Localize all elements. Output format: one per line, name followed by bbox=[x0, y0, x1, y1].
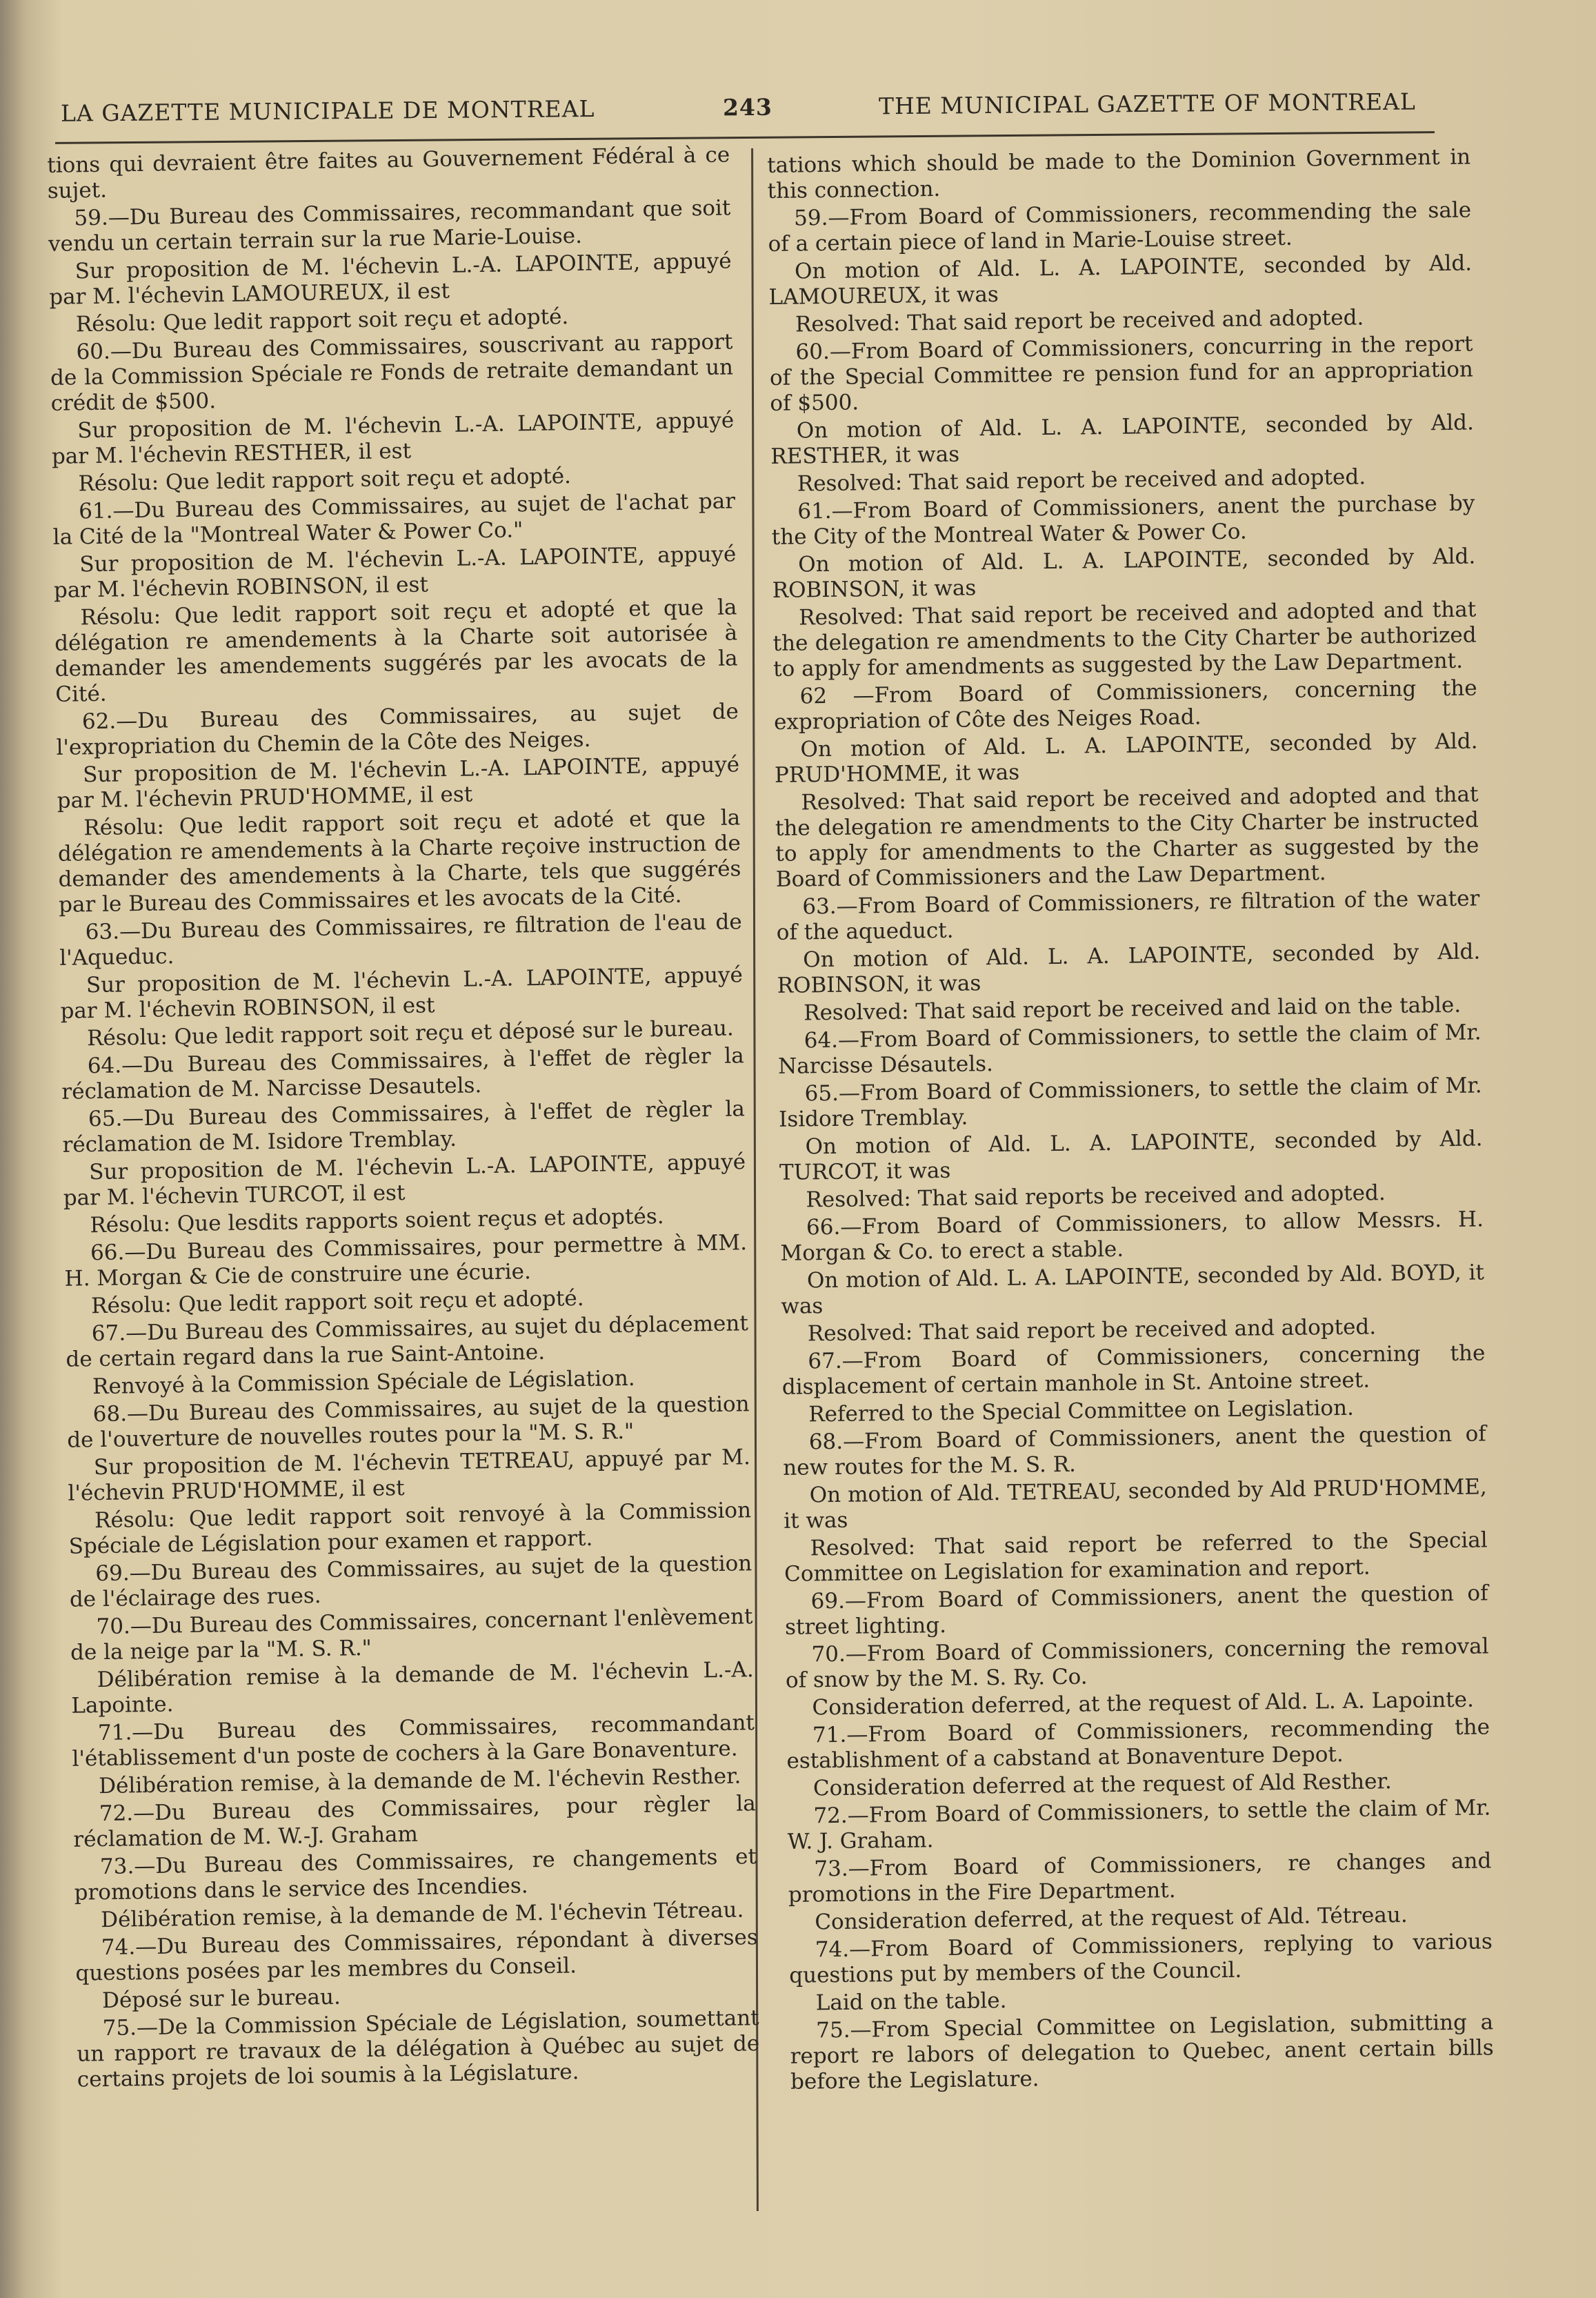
french-paragraph: tions qui devraient être faites au Gouvernement Fédéral à ce sujet. bbox=[47, 142, 730, 204]
english-paragraph: tations which should be made to the Dominion Government in this connection. bbox=[767, 144, 1471, 204]
english-paragraph: 62 —From Board of Commissioners, concerning the expropriation of Côte des Neiges Road. bbox=[773, 675, 1477, 735]
english-paragraph: Referred to the Special Committee on Legislation. bbox=[808, 1395, 1355, 1427]
french-paragraph: Sur proposition de M. l'échevin L.-A. LAPOINTE, appuyé par M. l'échevin RESTHER, il est bbox=[51, 408, 735, 469]
english-paragraph: Resolved: That said reports be received and adopted. bbox=[806, 1180, 1386, 1213]
english-paragraph: Resolved: That said report be received and adopted. bbox=[795, 305, 1364, 337]
french-paragraph: Sur proposition de M. l'échevin L.-A. LAPOINTE, appuyé par M. l'échevin ROBINSON, il est bbox=[53, 542, 737, 603]
english-paragraph: 64.—From Board of Commissioners, to settle the claim of Mr. Narcisse Désautels. bbox=[777, 1020, 1482, 1079]
french-paragraph: Résolu: Que ledit rapport soit renvoyé à la Commission Spéciale de Législation pour examen et rapport. bbox=[68, 1498, 752, 1559]
french-paragraph: Résolu: Que ledit rapport soit reçu et adoté et que la délégation re amendements à la Charte reçoive instruction de demander des amendements à la Charte, tels que suggérés par le Bureau des Commissaires et les avocats de la Cité. bbox=[57, 805, 741, 918]
french-paragraph: Résolu: Que ledit rapport soit reçu et adopté. bbox=[75, 304, 569, 337]
french-paragraph: Déposé sur le bureau. bbox=[101, 1984, 341, 2014]
french-paragraph: 72.—Du Bureau des Commissaires, pour règler la réclamation de M. W.-J. Graham bbox=[73, 1791, 756, 1852]
english-paragraph: On motion of Ald. TETREAU, seconded by Ald PRUD'HOMME, it was bbox=[784, 1474, 1487, 1534]
french-paragraph: 74.—Du Bureau des Commissaires, répondant à diverses questions posées par les membres du Conseil. bbox=[75, 1925, 759, 1986]
english-paragraph: 72.—From Board of Commissioners, to settle the claim of Mr. W. J. Graham. bbox=[787, 1795, 1491, 1854]
english-paragraph: Resolved: That said report be received and adopted and that the delegation re amendments to the City Charter be authorized to apply for amendments as suggested by the Law Department. bbox=[772, 597, 1477, 682]
english-paragraph: Resolved: That said report be received and adopted and that the delegation re amendments to the City Charter be instructed to apply for amendments to the Charter as suggested by the Board of Commissioners and the Law Department. bbox=[775, 782, 1479, 892]
french-paragraph: Délibération remise à la demande de M. l'échevin L.-A. Lapointe. bbox=[71, 1657, 754, 1718]
french-paragraph: Résolu: Que ledit rapport soit reçu et adopté. bbox=[78, 464, 572, 497]
english-paragraph: On motion of Ald. L. A. LAPOINTE, seconded by Ald. ROBINSON, it was bbox=[777, 939, 1481, 998]
french-paragraph: Délibération remise, à la demande de M. l'échevin Tétreau. bbox=[100, 1897, 744, 1933]
english-paragraph: On motion of Ald. L. A. LAPOINTE, seconded by Ald. TURCOT, it was bbox=[779, 1126, 1483, 1185]
english-paragraph: Resolved: That said report be referred to the Special Committee on Legislation for examination and report. bbox=[784, 1527, 1488, 1587]
french-paragraph: 67.—Du Bureau des Commissaires, au sujet du déplacement de certain regard dans la rue Saint-Antoine. bbox=[66, 1311, 749, 1372]
french-paragraph: Renvoyé à la Commission Spéciale de Législation. bbox=[92, 1365, 635, 1400]
english-paragraph: 70.—From Board of Commissioners, concerning the removal of snow by the M. S. Ry. Co. bbox=[785, 1634, 1489, 1693]
french-paragraph: 66.—Du Bureau des Commissaires, pour permettre à MM. H. Morgan & Cie de construire une écurie. bbox=[64, 1230, 748, 1291]
english-column bbox=[767, 145, 1494, 2097]
english-paragraph: On motion of Ald. L. A. LAPOINTE, seconded by Ald. BOYD, it was bbox=[781, 1260, 1485, 1319]
english-paragraph: 60.—From Board of Commissioners, concurring in the report of the Special Committee re pension fund for an appropriation of $500. bbox=[769, 331, 1474, 416]
english-paragraph: On motion of Ald. L. A. LAPOINTE, seconded by Ald. LAMOUREUX, it was bbox=[768, 250, 1473, 310]
english-paragraph: Consideration deferred, at the request of Ald. L. A. Lapointe. bbox=[812, 1687, 1475, 1721]
english-paragraph: 63.—From Board of Commissioners, re filtration of the water of the aqueduct. bbox=[776, 886, 1480, 945]
english-paragraph: Resolved: That said report be received and adopted. bbox=[797, 464, 1366, 497]
english-paragraph: On motion of Ald. L. A. LAPOINTE, seconded by Ald. PRUD'HOMME, it was bbox=[774, 729, 1478, 788]
french-paragraph: 65.—Du Bureau des Commissaires, à l'effet de règler la réclamation de M. Isidore Tremblay. bbox=[62, 1096, 746, 1158]
english-paragraph: 74.—From Board of Commissioners, replying to various questions put by members of the Council. bbox=[789, 1929, 1493, 1988]
french-paragraph: 75.—De la Commission Spéciale de Législation, soumettant un rapport re travaux de la délégation à Québec au sujet de certains projets de loi soumis à la Législature. bbox=[77, 2005, 760, 2092]
english-paragraph: 67.—From Board of Commissioners, concerning the displacement of certain manhole in St. Antoine street. bbox=[781, 1340, 1486, 1400]
french-paragraph: Sur proposition de M. l'échevin TETREAU, appuyé par M. l'échevin PRUD'HOMME, il est bbox=[68, 1445, 751, 1506]
french-paragraph: 71.—Du Bureau des Commissaires, recommandant l'établissement d'un poste de cochers à la Gare Bonaventure. bbox=[72, 1710, 755, 1772]
english-paragraph: On motion of Ald. L. A. LAPOINTE, seconded by Ald. ROBINSON, it was bbox=[772, 544, 1476, 603]
french-paragraph: 60.—Du Bureau des Commissaires, souscrivant au rapport de la Commission Spéciale re Fonds de retraite demandant un crédit de $500. bbox=[50, 329, 734, 416]
english-paragraph: 73.—From Board of Commissioners, re changes and promotions in the Fire Department. bbox=[788, 1848, 1492, 1908]
french-paragraph: Résolu: Que ledit rapport soit reçu et adopté et que la délégation re amendements à la Charte soit autorisée à demander les amendements suggérés par les avocats de la Cité. bbox=[54, 595, 738, 707]
french-paragraph: 70.—Du Bureau des Commissaires, concernant l'enlèvement de la neige par la "M. S. R." bbox=[70, 1604, 753, 1665]
english-paragraph: Laid on the table. bbox=[815, 1988, 1007, 2016]
english-paragraph: Consideration deferred, at the request of Ald. Tétreau. bbox=[815, 1902, 1408, 1935]
french-column bbox=[47, 142, 760, 2094]
french-paragraph: Délibération remise, à la demande de M. l'échevin Resther. bbox=[98, 1763, 741, 1799]
header-english-title: THE MUNICIPAL GAZETTE OF MONTREAL bbox=[878, 88, 1416, 120]
french-paragraph: Sur proposition de M. l'échevin L.-A. LAPOINTE, appuyé par M. l'échevin LAMOUREUX, il est bbox=[49, 248, 732, 310]
english-paragraph: 65.—From Board of Commissioners, to settle the claim of Mr. Isidore Tremblay. bbox=[778, 1073, 1482, 1132]
english-paragraph: 61.—From Board of Commissioners, anent the purchase by the City of the Montreal Water & Power Co. bbox=[771, 491, 1475, 550]
french-paragraph: 62.—Du Bureau des Commissaires, au sujet de l'expropriation du Chemin de la Côte des Neiges. bbox=[56, 699, 739, 760]
english-paragraph: 75.—From Special Committee on Legislation, submitting a report re labors of delegation to Quebec, anent certain bills before the Legislature. bbox=[790, 2010, 1494, 2094]
page-number: 243 bbox=[722, 93, 773, 121]
english-paragraph: 69.—From Board of Commissioners, anent the question of street lighting. bbox=[784, 1581, 1488, 1640]
french-paragraph: 64.—Du Bureau des Commissaires, à l'effet de règler la réclamation de M. Narcisse Desautels. bbox=[61, 1043, 744, 1105]
french-paragraph: 73.—Du Bureau des Commissaires, re changements et promotions dans le service des Incendies. bbox=[74, 1844, 757, 1905]
english-paragraph: On motion of Ald. L. A. LAPOINTE, seconded by Ald. RESTHER, it was bbox=[770, 410, 1475, 469]
header-french-title: LA GAZETTE MUNICIPALE DE MONTREAL bbox=[60, 95, 595, 127]
french-paragraph: 61.—Du Bureau des Commissaires, au sujet de l'achat par la Cité de la "Montreal Water & Power Co." bbox=[52, 488, 736, 550]
english-paragraph: Resolved: That said report be received and laid on the table. bbox=[804, 992, 1462, 1026]
english-paragraph: 71.—From Board of Commissioners, recommending the establishment of a cabstand at Bonaventure Depot. bbox=[786, 1714, 1490, 1774]
french-paragraph: 68.—Du Bureau des Commissaires, au sujet de la question de l'ouverture de nouvelles routes pour la "M. S. R." bbox=[67, 1391, 750, 1453]
english-paragraph: Resolved: That said report be received and adopted. bbox=[807, 1314, 1377, 1347]
french-paragraph: Sur proposition de M. l'échevin L.-A. LAPOINTE, appuyé par M. l'échevin TURCOT, il est bbox=[63, 1149, 746, 1211]
french-paragraph: Résolu: Que ledit rapport soit reçu et adopté. bbox=[90, 1285, 584, 1319]
french-paragraph: 63.—Du Bureau des Commissaires, re filtration de l'eau de l'Aqueduc. bbox=[59, 909, 742, 971]
french-paragraph: Sur proposition de M. l'échevin L.-A. LAPOINTE, appuyé par M. l'échevin PRUD'HOMME, il est bbox=[57, 752, 740, 813]
french-paragraph: Résolu: Que lesdits rapports soient reçus et adoptés. bbox=[90, 1204, 664, 1238]
english-paragraph: 66.—From Board of Commissioners, to allow Messrs. H. Morgan & Co. to erect a stable. bbox=[780, 1207, 1484, 1266]
english-paragraph: 59.—From Board of Commissioners, recommending the sale of a certain piece of land in Marie-Louise street. bbox=[768, 197, 1472, 257]
french-paragraph: 59.—Du Bureau des Commissaires, recommandant que soit vendu un certain terrain sur la rue Marie-Louise. bbox=[48, 195, 731, 257]
french-paragraph: Sur proposition de M. l'échevin L.-A. LAPOINTE, appuyé par M. l'échevin ROBINSON, il est bbox=[60, 962, 744, 1024]
english-paragraph: Consideration deferred at the request of Ald Resther. bbox=[812, 1769, 1392, 1801]
english-paragraph: 68.—From Board of Commissioners, anent the question of new routes for the M. S. R. bbox=[783, 1421, 1486, 1480]
french-paragraph: 69.—Du Bureau des Commissaires, au sujet de la question de l'éclairage des rues. bbox=[69, 1551, 752, 1612]
french-paragraph: Résolu: Que ledit rapport soit reçu et déposé sur le bureau. bbox=[86, 1016, 735, 1051]
